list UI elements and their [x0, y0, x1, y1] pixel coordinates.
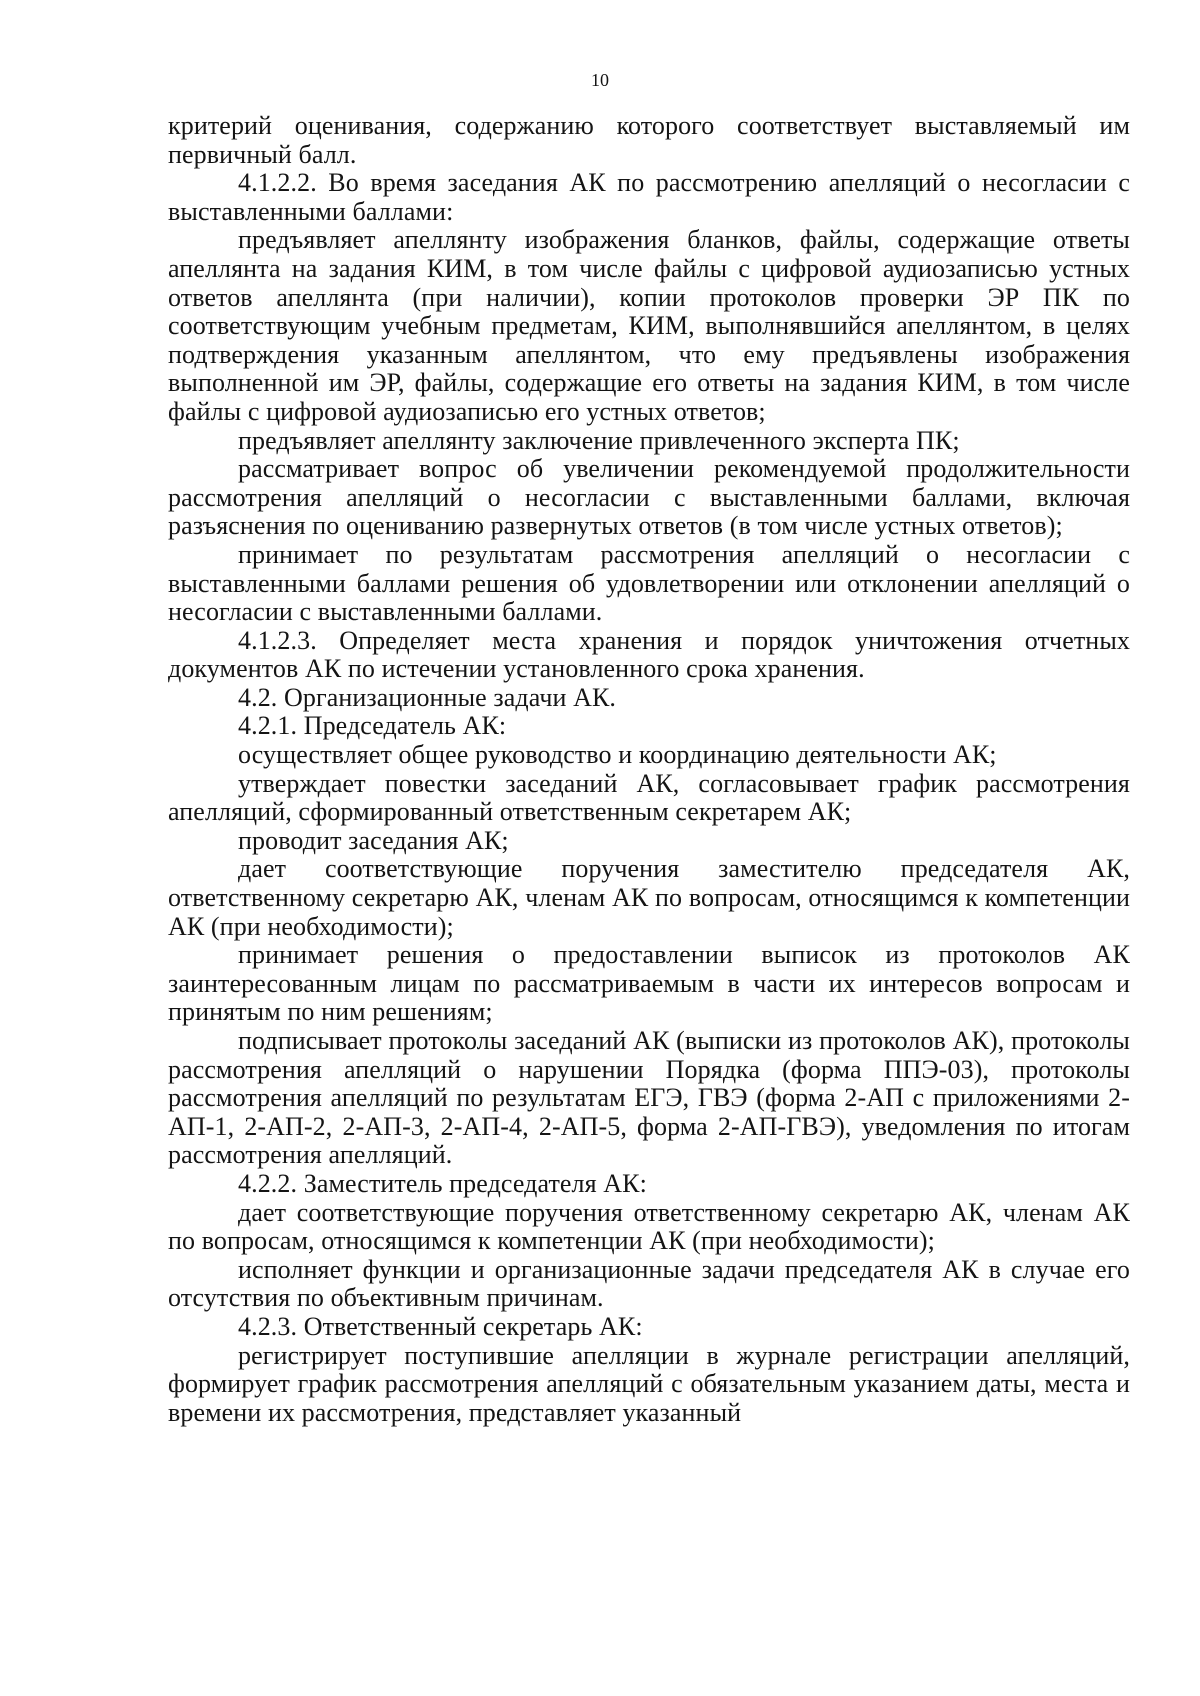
document-body [168, 112, 1130, 1427]
paragraph: 4.1.2.2. Во время заседания АК по рассмотрению апелляций о несогласии с выставленными баллами: [168, 168, 1130, 226]
paragraph: подписывает протоколы заседаний АК (выписки из протоколов АК), протоколы рассмотрения апелляций о нарушении Порядка (форма ППЭ-03), протоколы рассмотрения апелляций по результатам ЕГЭ, ГВЭ (форма 2-АП с приложениями 2-АП-1, 2-АП-2, 2-АП-3, 2-АП-4, 2-АП-5, форма 2-АП-ГВЭ), уведомления по итогам рассмотрения апелляций. [168, 1026, 1130, 1170]
paragraph: исполняет функции и организационные задачи председателя АК в случае его отсутствия по объективным причинам. [168, 1254, 1130, 1313]
paragraph: критерий оценивания, содержанию которого соответствует выставляемый им первичный балл. [168, 111, 1130, 169]
paragraph: 4.2. Организационные задачи АК. [238, 682, 617, 712]
paragraph: осуществляет общее руководство и координацию деятельности АК; [238, 740, 997, 770]
paragraph: 4.1.2.3. Определяет места хранения и порядок уничтожения отчетных документов АК по истечении установленного срока хранения. [168, 625, 1130, 684]
paragraph: 4.2.2. Заместитель председателя АК: [238, 1168, 647, 1198]
paragraph: предъявляет апеллянту изображения бланков, файлы, содержащие ответы апеллянта на задания КИМ, в том числе файлы с цифровой аудиозаписью устных ответов апеллянта (при наличии), копии протоколов проверки ЭР ПК по соответствующим учебным предметам, КИМ, выполнявшийся апеллянтом, в целях подтверждения указанным апеллянтом, что ему предъявлены изображения выполненной им ЭР, файлы, содержащие его ответы на задания КИМ, в том числе файлы с цифровой аудиозаписью его устных ответов; [168, 225, 1130, 426]
paragraph: дает соответствующие поручения ответственному секретарю АК, членам АК по вопросам, относящимся к компетенции АК (при необходимости); [168, 1197, 1130, 1256]
paragraph: дает соответствующие поручения заместителю председателя АК, ответственному секретарю АК, членам АК по вопросам, относящимся к компетенции АК (при необходимости); [168, 854, 1130, 941]
paragraph: принимает по результатам рассмотрения апелляций о несогласии с выставленными баллами решения об удовлетворении или отклонении апелляций о несогласии с выставленными баллами. [168, 539, 1130, 627]
paragraph: 4.2.3. Ответственный секретарь АК: [238, 1311, 643, 1341]
paragraph: принимает решения о предоставлении выписок из протоколов АК заинтересованным лицам по рассматриваемым в части их интересов вопросам и принятым по ним решениям; [168, 940, 1130, 1027]
paragraph: рассматривает вопрос об увеличении рекомендуемой продолжительности рассмотрения апелляций о несогласии с выставленными баллами, включая разъяснения по оцениванию развернутых ответов (в том числе устных ответов); [168, 454, 1130, 541]
paragraph: 4.2.1. Председатель АК: [238, 711, 507, 741]
paragraph: предъявляет апеллянту заключение привлеченного эксперта ПК; [238, 425, 960, 455]
page-number: 10 [591, 70, 609, 90]
paragraph: проводит заседания АК; [238, 825, 509, 855]
paragraph: утверждает повестки заседаний АК, согласовывает график рассмотрения апелляций, сформированный ответственным секретарем АК; [168, 768, 1130, 827]
paragraph: регистрирует поступившие апелляции в журнале регистрации апелляций, формирует график рассмотрения апелляций с обязательным указанием даты, места и времени их рассмотрения, представляет указанный [168, 1340, 1130, 1427]
